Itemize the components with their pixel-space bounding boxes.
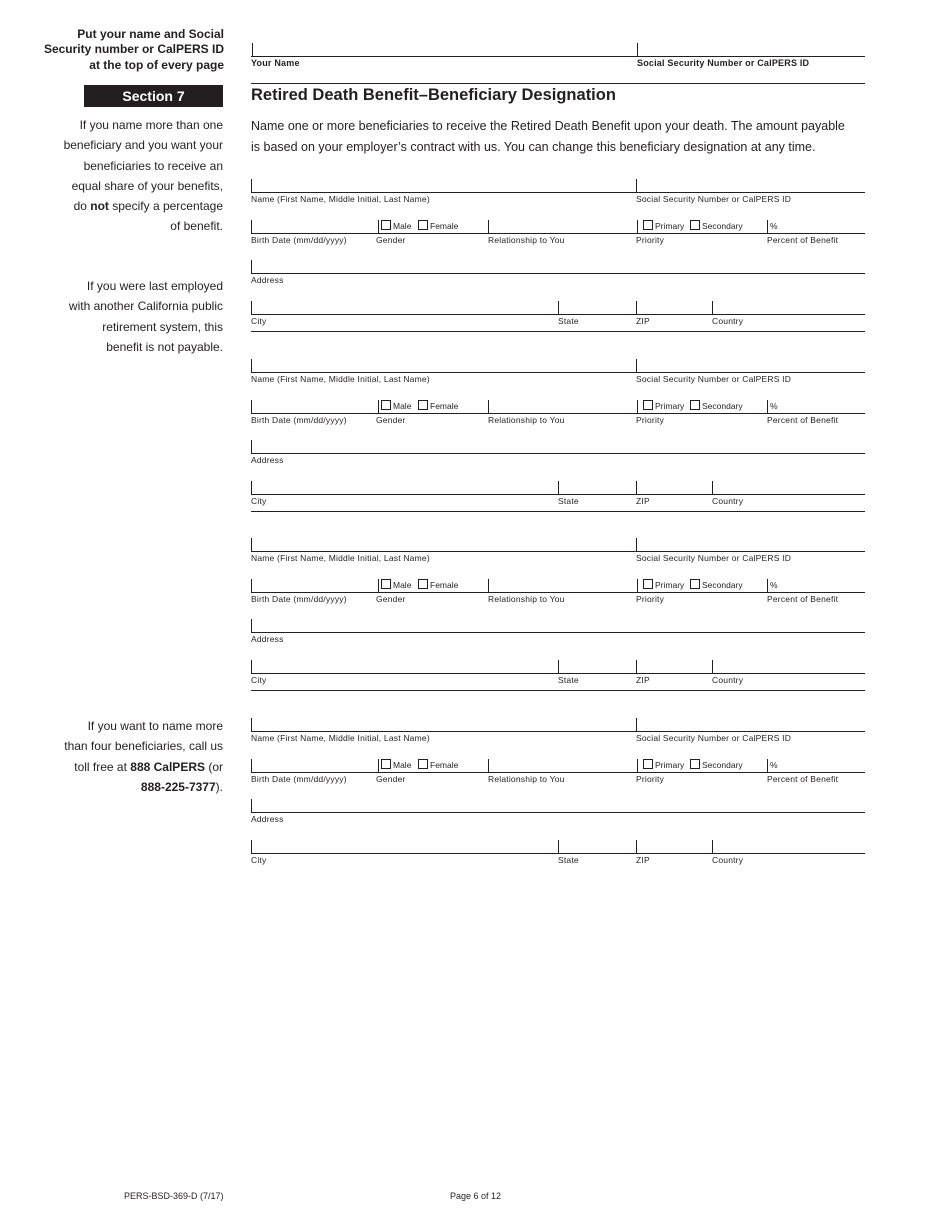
address-field[interactable] (251, 453, 865, 454)
male-label: Male (393, 580, 412, 590)
ssn-label: Social Security Number or CalPERS ID (636, 733, 792, 743)
primary-label: Primary (655, 760, 685, 770)
section-intro: Name one or more beneficiaries to receive the Retired Death Benefit upon your death. The amount payable is based on your employer’s contract with us. You can change this beneficiary designation at any time. (251, 119, 845, 154)
gender-label: Gender (376, 594, 406, 604)
percent-sign: % (770, 221, 778, 231)
your-name-label: Your Name (251, 58, 300, 68)
gender-label: Gender (376, 774, 406, 784)
percent-label: Percent of Benefit (767, 774, 839, 784)
address-field[interactable] (251, 273, 865, 274)
form-id: PERS-BSD-369-D (7/17) (124, 1191, 224, 1201)
state-label: State (558, 855, 579, 865)
name-label: Name (First Name, Middle Initial, Last Name) (251, 374, 430, 384)
ssn-label: Social Security Number or CalPERS ID (636, 374, 792, 384)
primary-checkbox[interactable] (643, 400, 653, 410)
secondary-label: Secondary (702, 221, 743, 231)
secondary-label: Secondary (702, 401, 743, 411)
relationship-label: Relationship to You (488, 594, 565, 604)
block-separator (251, 690, 865, 691)
percent-label: Percent of Benefit (767, 235, 839, 245)
city-label: City (251, 316, 267, 326)
address-label: Address (251, 634, 284, 644)
percent-sign: % (770, 760, 778, 770)
female-checkbox[interactable] (418, 759, 428, 769)
male-label: Male (393, 221, 412, 231)
section-title: Retired Death Benefit–Beneficiary Designation (251, 86, 616, 104)
priority-label: Priority (636, 415, 665, 425)
address-label: Address (251, 814, 284, 824)
relationship-label: Relationship to You (488, 235, 565, 245)
city-label: City (251, 855, 267, 865)
birth-date-label: Birth Date (mm/dd/yyyy) (251, 415, 347, 425)
female-checkbox[interactable] (418, 400, 428, 410)
birth-date-label: Birth Date (mm/dd/yyyy) (251, 774, 347, 784)
beneficiary-block-4 (0, 718, 950, 898)
male-checkbox[interactable] (381, 400, 391, 410)
female-label: Female (430, 760, 459, 770)
zip-label: ZIP (636, 316, 650, 326)
ssn-field-tick (637, 43, 638, 56)
name-ssn-field[interactable] (251, 731, 865, 732)
name-ssn-field[interactable] (251, 372, 865, 373)
male-checkbox[interactable] (381, 579, 391, 589)
country-label: Country (712, 855, 744, 865)
details-field[interactable] (251, 413, 865, 414)
beneficiary-block-3 (0, 538, 950, 718)
primary-label: Primary (655, 401, 685, 411)
percent-label: Percent of Benefit (767, 594, 839, 604)
primary-checkbox[interactable] (643, 220, 653, 230)
address-field[interactable] (251, 632, 865, 633)
priority-label: Priority (636, 594, 665, 604)
header-field-line[interactable] (251, 56, 865, 57)
country-label: Country (712, 675, 744, 685)
address-label: Address (251, 455, 284, 465)
city-state-zip-field[interactable] (251, 853, 865, 854)
priority-label: Priority (636, 774, 665, 784)
details-field[interactable] (251, 592, 865, 593)
male-checkbox[interactable] (381, 759, 391, 769)
details-field[interactable] (251, 772, 865, 773)
beneficiary-block-2 (0, 359, 950, 539)
relationship-label: Relationship to You (488, 774, 565, 784)
side-note-last-employed: If you were last employed with another California public retirement system, this benefit is not payable. (68, 279, 223, 354)
female-label: Female (430, 580, 459, 590)
ssn-label: Social Security Number or CalPERS ID (636, 194, 792, 204)
gender-label: Gender (376, 415, 406, 425)
your-name-field-tick (252, 43, 253, 56)
name-label: Name (First Name, Middle Initial, Last Name) (251, 553, 430, 563)
gender-label: Gender (376, 235, 406, 245)
percent-sign: % (770, 401, 778, 411)
secondary-label: Secondary (702, 580, 743, 590)
percent-sign: % (770, 580, 778, 590)
secondary-checkbox[interactable] (690, 400, 700, 410)
male-label: Male (393, 760, 412, 770)
top-instruction: Put your name and Social Security number or CalPERS ID at the top of every page (43, 27, 224, 72)
female-label: Female (430, 401, 459, 411)
beneficiary-block-1 (0, 179, 950, 359)
address-label: Address (251, 275, 284, 285)
state-label: State (558, 316, 579, 326)
secondary-checkbox[interactable] (690, 220, 700, 230)
city-state-zip-field[interactable] (251, 673, 865, 674)
state-label: State (558, 496, 579, 506)
primary-checkbox[interactable] (643, 579, 653, 589)
header-divider (251, 83, 865, 84)
male-checkbox[interactable] (381, 220, 391, 230)
city-state-zip-field[interactable] (251, 314, 865, 315)
primary-label: Primary (655, 221, 685, 231)
relationship-label: Relationship to You (488, 415, 565, 425)
country-label: Country (712, 316, 744, 326)
address-field[interactable] (251, 812, 865, 813)
female-checkbox[interactable] (418, 579, 428, 589)
birth-date-label: Birth Date (mm/dd/yyyy) (251, 235, 347, 245)
male-label: Male (393, 401, 412, 411)
name-ssn-field[interactable] (251, 551, 865, 552)
city-label: City (251, 675, 267, 685)
primary-checkbox[interactable] (643, 759, 653, 769)
zip-label: ZIP (636, 675, 650, 685)
block-separator (251, 511, 865, 512)
section-badge: Section 7 (84, 85, 223, 107)
secondary-checkbox[interactable] (690, 759, 700, 769)
country-label: Country (712, 496, 744, 506)
zip-label: ZIP (636, 855, 650, 865)
birth-date-label: Birth Date (mm/dd/yyyy) (251, 594, 347, 604)
block-separator (251, 331, 865, 332)
city-state-zip-field[interactable] (251, 494, 865, 495)
primary-label: Primary (655, 580, 685, 590)
secondary-label: Secondary (702, 760, 743, 770)
ssn-label: Social Security Number or CalPERS ID (636, 553, 792, 563)
side-note-equal-share: If you name more than one beneficiary and you want your beneficiaries to receive an equal share of your benefits, do not specify a percentage of benefit. (63, 118, 223, 234)
name-label: Name (First Name, Middle Initial, Last Name) (251, 733, 430, 743)
state-label: State (558, 675, 579, 685)
city-label: City (251, 496, 267, 506)
secondary-checkbox[interactable] (690, 579, 700, 589)
name-ssn-field[interactable] (251, 192, 865, 193)
female-checkbox[interactable] (418, 220, 428, 230)
ssn-label: Social Security Number or CalPERS ID (637, 58, 810, 68)
percent-label: Percent of Benefit (767, 415, 839, 425)
zip-label: ZIP (636, 496, 650, 506)
side-note-more-than-four: If you want to name more than four beneficiaries, call us toll free at 888 CalPERS (or 888-225-7377). (64, 719, 223, 794)
page-number: Page 6 of 12 (450, 1191, 502, 1201)
details-field[interactable] (251, 233, 865, 234)
female-label: Female (430, 221, 459, 231)
priority-label: Priority (636, 235, 665, 245)
name-label: Name (First Name, Middle Initial, Last Name) (251, 194, 430, 204)
